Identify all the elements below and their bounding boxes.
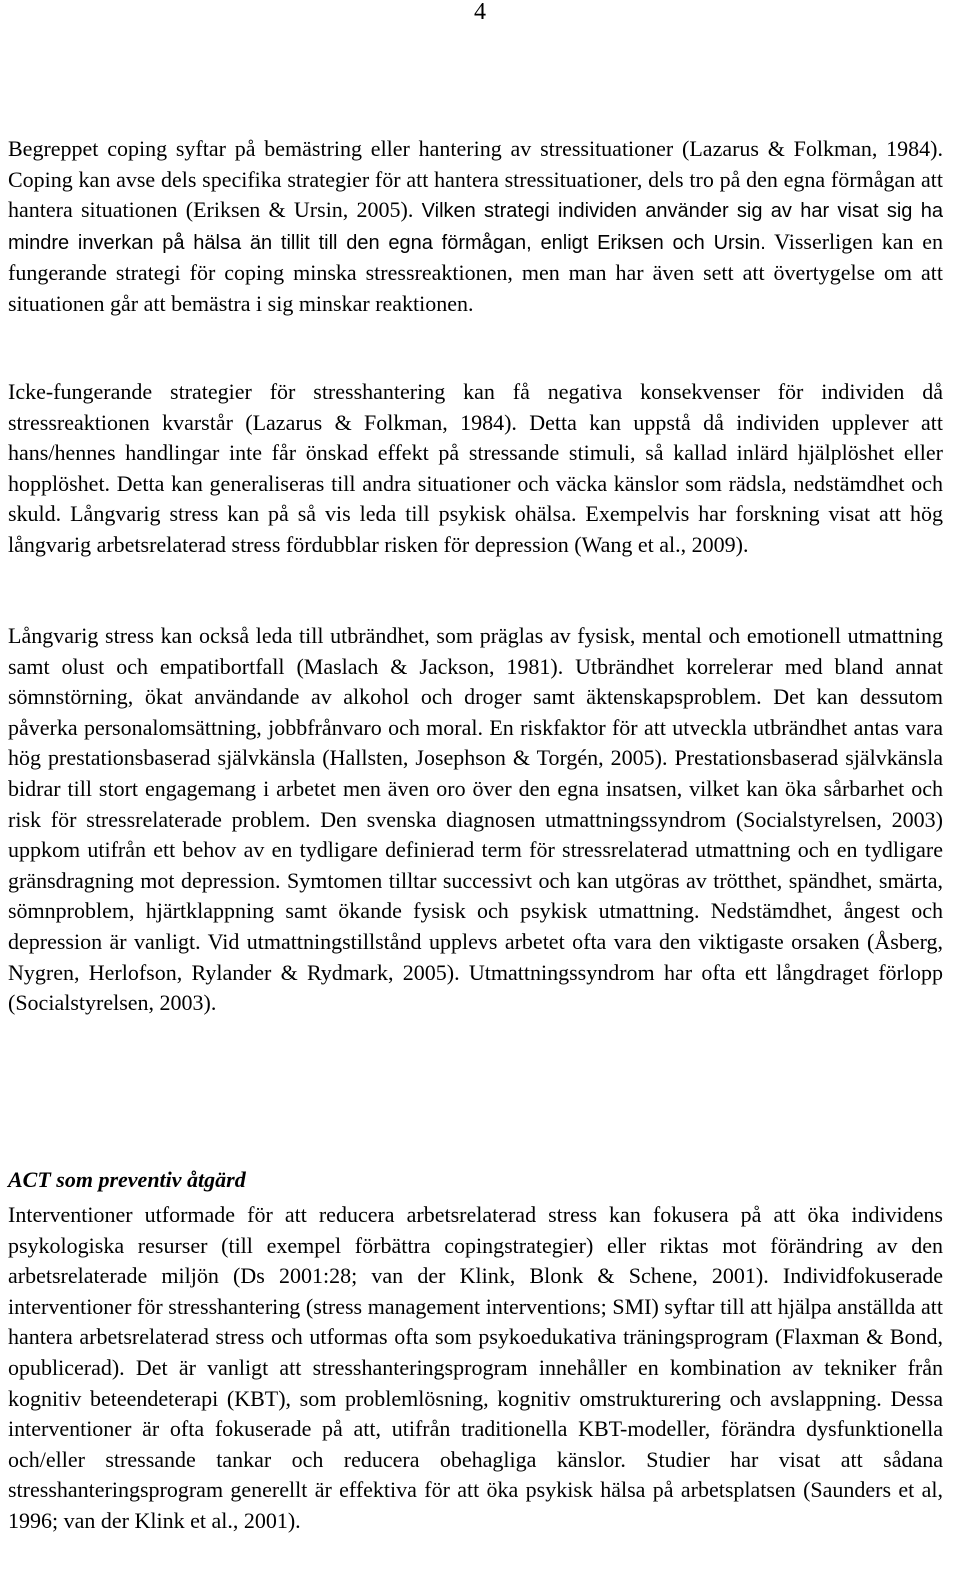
paragraph-coping-part-sans: Vilken strategi individen använder sig av har visat sig ha mindre inverkan på hälsa än tillit till den egna förmågan, enligt Eriksen och Ursin. xyxy=(8,200,943,254)
page-number: 4 xyxy=(474,0,486,25)
paragraph-coping-part-b: Visserligen kan en fungerande strategi för coping minska stressreaktionen, men man har även sett att övertygelse om att situationen går att bemästra i sig minskar reaktionen. xyxy=(8,228,943,316)
paragraph-burnout: Långvarig stress kan också leda till utbrändhet, som präglas av fysisk, mental och emotionell utmattning samt olust och empatibortfall (Maslach & Jackson, 1981). Utbrändhet korrelerar med bland annat sömnstörning, ökat användande av alkohol och droger samt äktenskapsproblem. Det kan dessutom påverka personalomsättning, jobbfrånvaro och moral. En riskfaktor för att utveckla utbrändhet antas vara hög prestationsbaserad självkänsla (Hallsten, Josephson & Torgén, 2005). Prestationsbaserad självkänsla bidrar till stort engagemang i arbetet men även oro över den egna insatsen, vilket kan öka sårbarhet och risk för stressrelaterade problem. Den svenska diagnosen utmattningssyndrom (Socialstyrelsen, 2003) uppkom utifrån ett behov av en tydligare definierad term för stressrelaterad utmattning och en tydligare gränsdragning mot depression. Symtomen tilltar successivt och kan utgöras av trötthet, spändhet, smärta, sömnproblem, hjärtklappning samt ökande fysisk och psykisk utmattning. Nedstämdhet, ångest och depression är vanligt. Vid utmattningstillstånd upplevs arbetet ofta vara den viktigaste orsaken (Åsberg, Nygren, Herlofson, Rylander & Rydmark, 2005). Utmattningssyndrom har ofta ett långdraget förlopp (Socialstyrelsen, 2003). xyxy=(8,623,943,1016)
paragraph-coping-part-a: Begreppet coping syftar på bemästring eller hantering av stressituationer (Lazarus & Folkman, 1984). Coping kan avse dels specifika strategier för att hantera stressituationer, dels tro på den egna förmågan att hantera situationen (Eriksen & Ursin, 2005). xyxy=(8,136,943,223)
paragraph-negative-strategies: Icke-fungerande strategier för stresshantering kan få negativa konsekvenser för individen då stressreaktionen kvarstår (Lazarus & Folkman, 1984). Detta kan uppstå då individen upplever att hans/hennes handlingar inte får önskad effekt på stressande stimuli, så kallad inlärd hjälplöshet eller hopplöshet. Detta kan generaliseras till andra situationer och väcka känslor som rädsla, nedstämdhet och skuld. Långvarig stress kan på så vis leda till psykisk ohälsa. Exempelvis har forskning visat att hög långvarig arbetsrelaterad stress fördubblar risken för depression (Wang et al., 2009). xyxy=(8,379,943,557)
section-heading: ACT som preventiv åtgärd xyxy=(8,1167,246,1192)
paragraph-coping xyxy=(8,134,943,320)
paragraph-interventions: Interventioner utformade för att reducera arbetsrelaterad stress kan fokusera på att öka individens psykologiska resurser (till exempel förbättra copingstrategier) eller riktas mot förändring av den arbetsrelaterade miljön (Ds 2001:28; van der Klink, Blonk & Schene, 2001). Individfokuserade interventioner för stresshantering (stress management interventions; SMI) syftar till att hjälpa anställda att hantera arbetsrelaterad stress och utformas ofta som psykoedukativa träningsprogram (Flaxman & Bond, opublicerad). Det är vanligt att stresshanteringsprogram innehåller en kombination av tekniker från kognitiv beteendeterapi (KBT), som problemlösning, kognitiv omstrukturering och avslappning. Dessa interventioner är ofta fokuserade på att, utifrån traditionella KBT-modeller, förändra dysfunktionella och/eller stressande tankar och reducera obehagliga känslor. Studier har visat att sådana stresshanteringsprogram generellt är effektiva för att öka psykisk hälsa på arbetsplatsen (Saunders et al, 1996; van der Klink et al., 2001). xyxy=(8,1202,943,1533)
